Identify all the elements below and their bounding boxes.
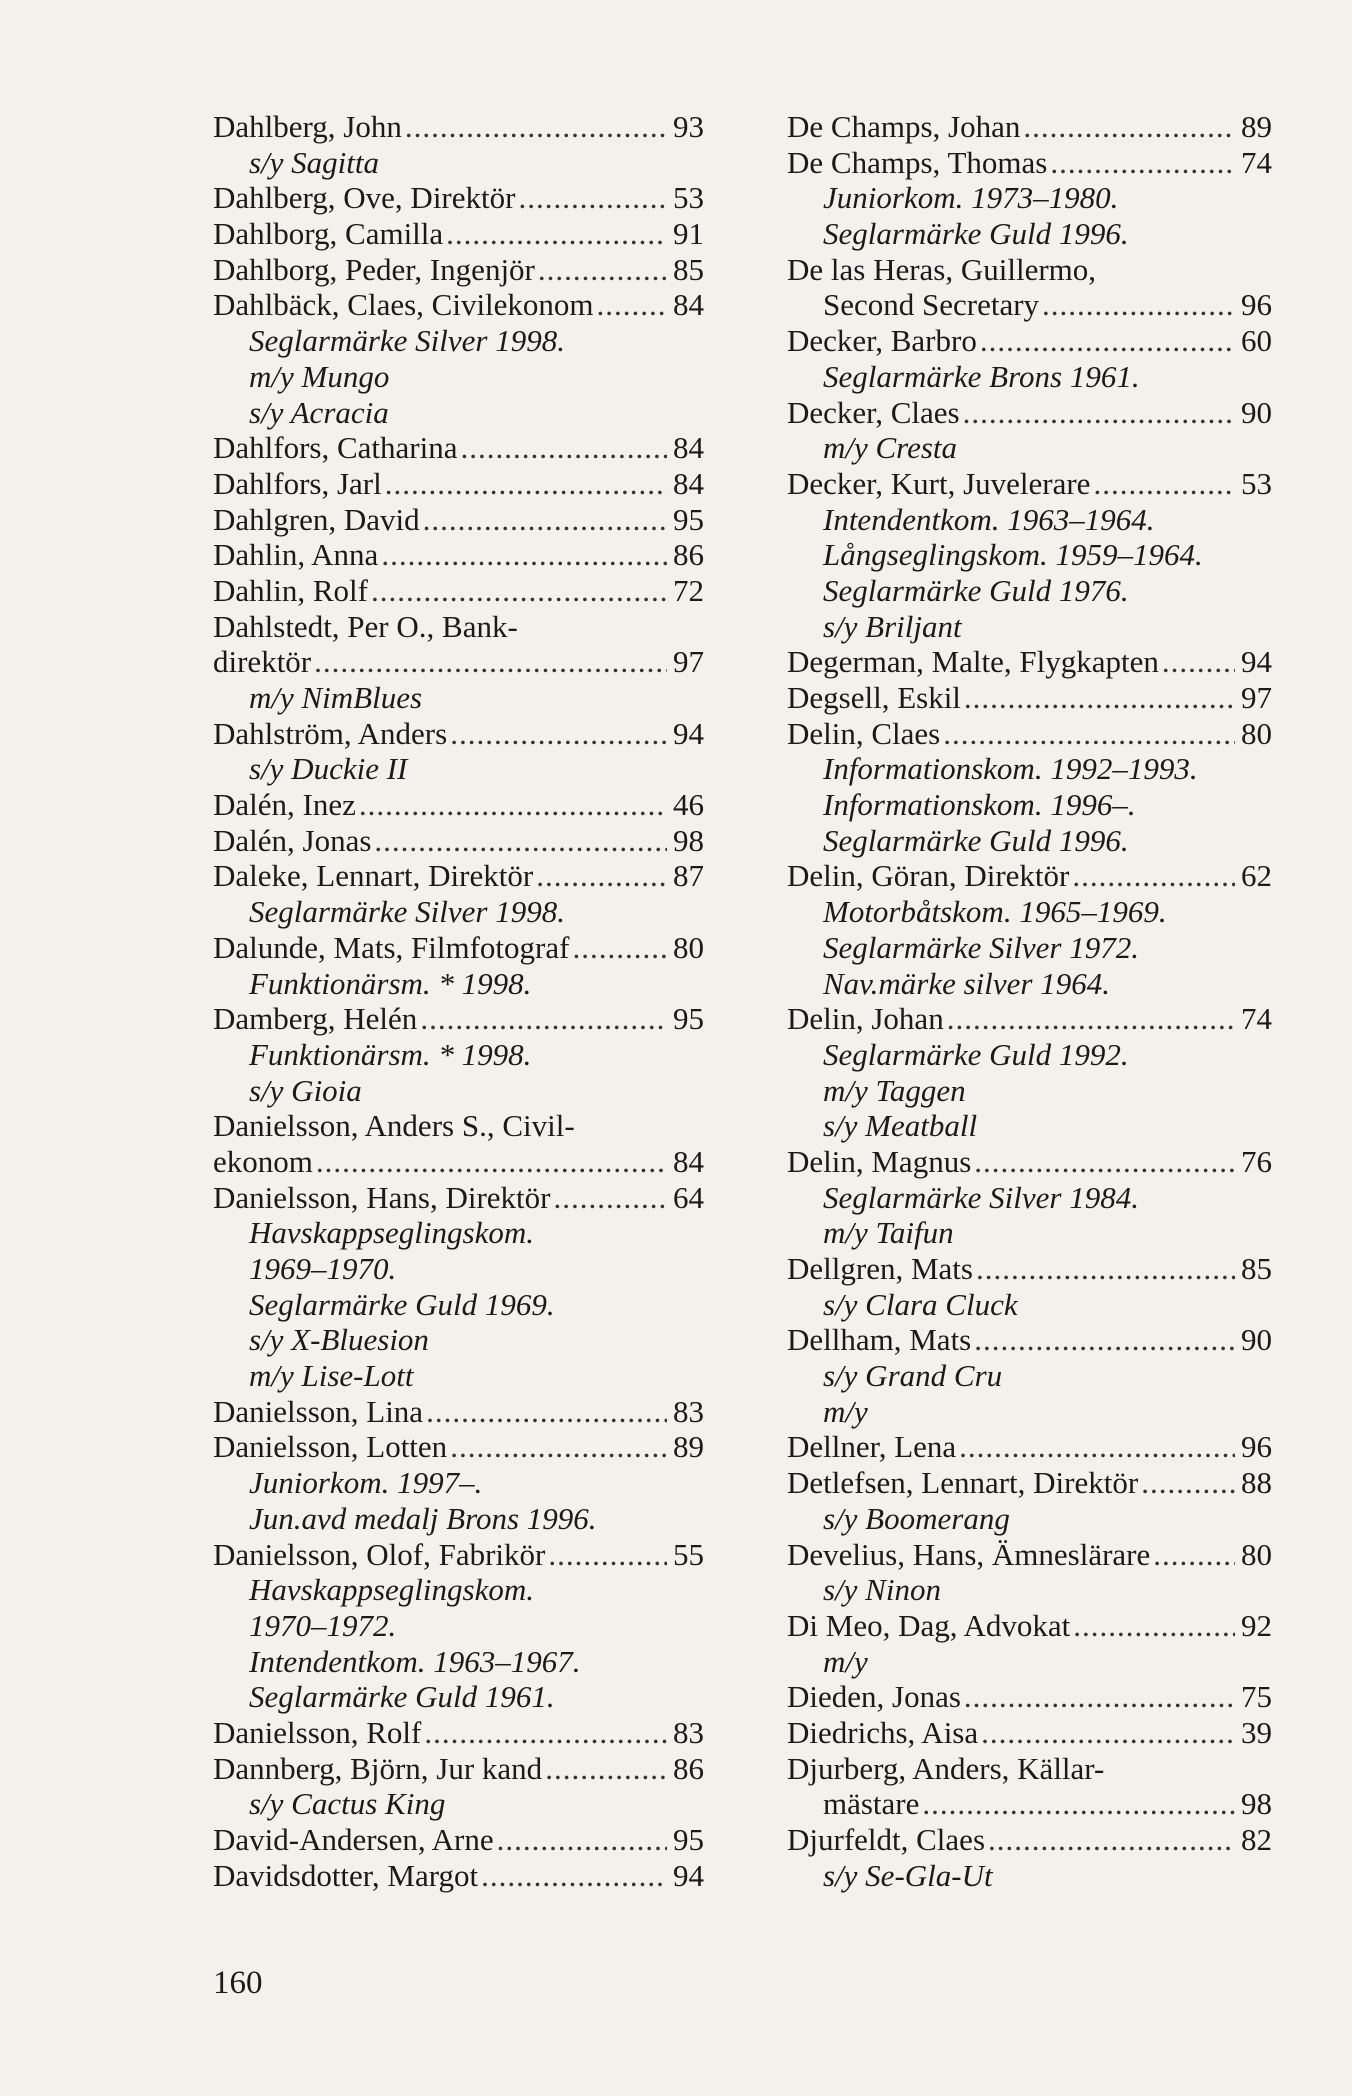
entry-name: Dalén, Inez [213,787,356,823]
dot-leader [1023,109,1235,145]
entry-page-number: 74 [1241,1001,1272,1037]
index-entry [787,1537,1272,1573]
entry-page-number: 95 [673,501,704,537]
entry-note: s/y Sagitta [249,144,380,180]
entry-page-number: 86 [673,537,704,573]
entry-name: Damberg, Helén [213,1001,418,1037]
entry-page-number: 98 [673,822,704,858]
dot-leader [1042,287,1235,323]
entry-name: Decker, Barbro [787,323,977,359]
entry-name: Dahlborg, Camilla [213,216,444,252]
entry-name: Danielsson, Olof, Fabrikör [213,1536,546,1572]
index-entry [213,930,704,966]
entry-name: Detlefsen, Lennart, Direktör [787,1465,1139,1501]
entry-page-number: 80 [1241,715,1272,751]
entry-name: Delin, Göran, Direktör [787,858,1070,894]
entry-note: s/y Cactus King [249,1786,446,1822]
entry-note: Informationskom. 1996–. [823,787,1136,823]
index-entry [213,537,704,573]
entry-page-number: 72 [673,572,704,608]
dot-leader [947,1001,1235,1037]
index-entry [787,395,1272,431]
dot-leader [988,1822,1235,1858]
entry-note: Seglarmärke Guld 1996. [823,216,1129,252]
entry-page-number: 75 [1241,1679,1272,1715]
dot-leader [424,1715,667,1751]
entry-note: Seglarmärke Guld 1996. [823,822,1129,858]
entry-name: Dahlin, Anna [213,537,379,573]
dot-leader [545,1751,667,1787]
entry-note: Långseglingskom. 1959–1964. [823,537,1203,573]
index-entry [213,1858,704,1894]
entry-note: Seglarmärke Guld 1992. [823,1036,1129,1072]
entry-note: Intendentkom. 1963–1964. [823,501,1155,537]
index-entry [787,145,1272,181]
entry-page-number: 39 [1241,1714,1272,1750]
entry-name: direktör [213,644,312,680]
dot-leader [943,716,1235,752]
entry-name: Delin, Magnus [787,1143,972,1179]
dot-leader [548,1537,667,1573]
entry-page-number: 62 [1241,858,1272,894]
dot-leader [922,1786,1235,1822]
entry-page-number: 83 [673,1714,704,1750]
dot-leader [450,1429,667,1465]
index-entry [787,644,1272,680]
entry-page-number: 80 [1241,1536,1272,1572]
index-entry [213,466,704,502]
entry-page-number: 86 [673,1750,704,1786]
index-entry [213,823,704,859]
index-entry [787,1465,1272,1501]
entry-page-number: 53 [1241,465,1272,501]
entry-page-number: 90 [1241,1322,1272,1358]
entry-note: Seglarmärke Silver 1998. [249,894,565,930]
index-entry [787,1608,1272,1644]
dot-leader [974,1144,1235,1180]
entry-page-number: 91 [673,216,704,252]
index-entry [787,680,1272,716]
entry-page-number: 94 [1241,644,1272,680]
entry-name: ekonom [213,1143,313,1179]
entry-name: Decker, Kurt, Juvelerare [787,465,1091,501]
entry-page-number: 96 [1241,287,1272,323]
index-entry [787,1715,1272,1751]
dot-leader [316,1144,667,1180]
entry-name: Dellgren, Mats [787,1251,973,1286]
entry-name: Dellner, Lena [787,1429,957,1465]
dot-leader [597,287,667,323]
entry-name: Diedrichs, Aisa [787,1714,979,1750]
entry-name-continued: De las Heras, Guillermo, [787,251,1097,287]
entry-note: 1970–1972. [249,1607,397,1643]
entry-name: Dahlin, Rolf [213,572,368,608]
entry-page-number: 60 [1241,323,1272,359]
page-number: 160 [213,1965,263,2001]
entry-note: 1969–1970. [249,1251,397,1286]
entry-page-number: 96 [1241,1429,1272,1465]
index-entry [213,109,704,145]
index-entry [213,216,704,252]
entry-name: Dahlberg, Ove, Direktör [213,180,516,216]
index-entry [787,1822,1272,1858]
entry-page-number: 46 [673,787,704,823]
entry-note: m/y NimBlues [249,680,423,715]
entry-page-number: 87 [673,858,704,894]
entry-page-number: 85 [1241,1251,1272,1286]
entry-note: Intendentkom. 1963–1967. [249,1643,581,1679]
entry-note: Seglarmärke Guld 1976. [823,572,1129,608]
dot-leader [1141,1465,1235,1501]
entry-note: Havskappseglingskom. [249,1572,534,1608]
entry-name: Delin, Johan [787,1001,944,1037]
index-entry [213,1429,704,1465]
entry-page-number: 97 [1241,680,1272,715]
index-entry [213,1180,704,1216]
entry-name: David-Andersen, Arne [213,1822,494,1857]
index-entry [787,1322,1272,1358]
entry-page-number: 88 [1241,1465,1272,1501]
index-entry [213,1144,704,1180]
entry-note: m/y [823,1393,868,1429]
entry-note: Juniorkom. 1997–. [249,1465,483,1501]
index-entry [213,716,704,752]
entry-note: Seglarmärke Silver 1984. [823,1179,1139,1215]
entry-name: Dahlborg, Peder, Ingenjör [213,251,535,287]
entry-note: Jun.avd medalj Brons 1996. [249,1500,597,1536]
dot-leader [974,1322,1235,1358]
entry-note: m/y [823,1643,868,1679]
entry-page-number: 80 [673,929,704,965]
index-entry [787,716,1272,752]
entry-note: Funktionärsm. * 1998. [249,965,532,1001]
entry-page-number: 95 [673,1001,704,1037]
index-entry [787,1251,1272,1287]
entry-name: De Champs, Thomas [787,144,1048,180]
entry-name: Develius, Hans, Ämneslärare [787,1536,1151,1572]
index-column-right [787,109,1272,1893]
entry-page-number: 53 [673,180,704,216]
index-entry [787,323,1272,359]
entry-page-number: 83 [673,1393,704,1429]
entry-name: Di Meo, Dag, Advokat [787,1607,1071,1643]
entry-note: m/y Taggen [823,1072,966,1108]
entry-name: Dahlfors, Catharina [213,430,458,466]
entry-name: De Champs, Johan [787,109,1021,144]
entry-note: s/y Gioia [249,1072,362,1108]
entry-note: s/y Meatball [823,1108,978,1144]
entry-page-number: 84 [673,287,704,323]
index-entry [213,502,704,538]
dot-leader [481,1858,667,1894]
dot-leader [381,537,667,573]
entry-note: m/y Mungo [249,358,390,394]
index-entry [787,1429,1272,1465]
index-entry [213,573,704,609]
entry-name: Danielsson, Lina [213,1393,424,1429]
index-entry [213,180,704,216]
entry-note: s/y Briljant [823,608,962,644]
entry-page-number: 97 [673,644,704,680]
dot-leader [959,1429,1235,1465]
index-entry [787,1679,1272,1715]
index-entry [213,430,704,466]
entry-note: Seglarmärke Silver 1998. [249,323,565,359]
dot-leader [572,930,667,966]
entry-name: Degerman, Malte, Flygkapten [787,644,1159,680]
entry-note: Nav.märke silver 1964. [823,965,1110,1001]
entry-name: Dahlbäck, Claes, Civilekonom [213,287,594,323]
entry-page-number: 84 [673,465,704,501]
entry-name: Decker, Claes [787,394,960,430]
entry-name: Danielsson, Rolf [213,1714,422,1750]
index-entry [787,1144,1272,1180]
entry-note: s/y Ninon [823,1572,941,1608]
entry-page-number: 84 [673,1143,704,1179]
entry-name-continued: Dahlstedt, Per O., Bank- [213,608,518,644]
index-entry [213,1537,704,1573]
dot-leader [1073,1608,1235,1644]
dot-leader [426,1394,667,1430]
dot-leader [405,109,667,145]
entry-note: s/y Acracia [249,394,389,430]
entry-page-number: 95 [673,1822,704,1857]
dot-leader [976,1251,1235,1287]
entry-name: Dalén, Jonas [213,822,372,858]
index-entry [213,787,704,823]
index-entry [787,466,1272,502]
entry-page-number: 82 [1241,1822,1272,1857]
entry-page-number: 94 [673,1857,704,1893]
entry-note: s/y Boomerang [823,1500,1010,1536]
entry-name-continued: Danielsson, Anders S., Civil- [213,1108,575,1144]
entry-page-number: 84 [673,430,704,466]
dot-leader [1153,1537,1235,1573]
entry-name: mästare [823,1786,920,1822]
entry-name: Dieden, Jonas [787,1679,961,1715]
index-entry [213,1001,704,1037]
dot-leader [536,858,667,894]
entry-page-number: 64 [673,1179,704,1215]
dot-leader [446,216,667,252]
entry-note: Havskappseglingskom. [249,1215,534,1251]
entry-name: Djurfeldt, Claes [787,1822,986,1857]
entry-note: s/y Duckie II [249,751,408,787]
dot-leader [359,787,667,823]
entry-note: Seglarmärke Guld 1961. [249,1679,555,1715]
entry-name: Dahlfors, Jarl [213,465,382,501]
entry-name: Danielsson, Hans, Direktör [213,1179,551,1215]
index-entry [787,1786,1272,1822]
entry-note: Seglarmärke Guld 1969. [249,1286,555,1322]
entry-name: Degsell, Eskil [787,680,961,715]
entry-page-number: 85 [673,251,704,287]
dot-leader [314,644,667,680]
index-entry [213,644,704,680]
entry-page-number: 74 [1241,144,1272,180]
dot-leader [538,252,667,288]
entry-page-number: 92 [1241,1607,1272,1643]
dot-leader [554,1180,668,1216]
entry-name: Dahlgren, David [213,501,420,537]
index-entry [213,287,704,323]
dot-leader [981,1715,1235,1751]
index-entry [787,1001,1272,1037]
index-entry [787,109,1272,145]
index-entry [213,1822,704,1858]
dot-leader [1072,858,1235,894]
entry-note: s/y Se-Gla-Ut [823,1857,993,1893]
dot-leader [420,1001,667,1037]
entry-page-number: 93 [673,109,704,144]
dot-leader [423,502,667,538]
entry-note: s/y Grand Cru [823,1358,1003,1394]
dot-leader [1050,145,1235,181]
index-entry [213,1394,704,1430]
index-entry [213,252,704,288]
dot-leader [964,680,1235,716]
entry-page-number: 55 [673,1536,704,1572]
entry-page-number: 90 [1241,394,1272,430]
entry-name: Dannberg, Björn, Jur kand [213,1750,543,1786]
entry-note: Informationskom. 1992–1993. [823,751,1198,787]
dot-leader [371,573,667,609]
entry-note: m/y Lise-Lott [249,1358,414,1394]
entry-page-number: 76 [1241,1143,1272,1179]
entry-note: m/y Cresta [823,430,958,466]
dot-leader [497,1822,667,1858]
dot-leader [385,466,667,502]
index-column-left [213,109,704,1893]
entry-page-number: 94 [673,715,704,751]
entry-page-number: 89 [673,1429,704,1465]
index-entry [787,287,1272,323]
dot-leader [980,323,1235,359]
entry-note: s/y X-Bluesion [249,1322,429,1358]
entry-note: Motorbåtskom. 1965–1969. [823,894,1167,930]
entry-note: s/y Clara Cluck [823,1286,1018,1322]
entry-note: Juniorkom. 1973–1980. [823,180,1119,216]
dot-leader [374,823,667,859]
dot-leader [963,395,1235,431]
entry-name: Second Secretary [823,287,1040,323]
dot-leader [1093,466,1235,502]
index-entry [213,858,704,894]
entry-name: Dalunde, Mats, Filmfotograf [213,929,570,965]
entry-name: Dahlberg, John [213,109,402,144]
index-entry [787,858,1272,894]
dot-leader [450,716,667,752]
entry-note: Seglarmärke Brons 1961. [823,358,1140,394]
entry-name: Delin, Claes [787,715,941,751]
index-entry [213,1751,704,1787]
dot-leader [964,1679,1235,1715]
entry-note: Seglarmärke Silver 1972. [823,929,1139,965]
entry-note: m/y Taifun [823,1215,954,1251]
entry-name: Daleke, Lennart, Direktör [213,858,534,894]
entry-note: Funktionärsm. * 1998. [249,1036,532,1072]
entry-name: Davidsdotter, Margot [213,1857,479,1893]
entry-name: Danielsson, Lotten [213,1429,448,1465]
entry-name-continued: Djurberg, Anders, Källar- [787,1750,1105,1786]
dot-leader [1162,644,1235,680]
index-entry [213,1715,704,1751]
dot-leader [460,430,667,466]
entry-page-number: 98 [1241,1786,1272,1822]
entry-name: Dellham, Mats [787,1322,972,1358]
entry-page-number: 89 [1241,109,1272,144]
dot-leader [518,180,667,216]
entry-name: Dahlström, Anders [213,715,448,751]
